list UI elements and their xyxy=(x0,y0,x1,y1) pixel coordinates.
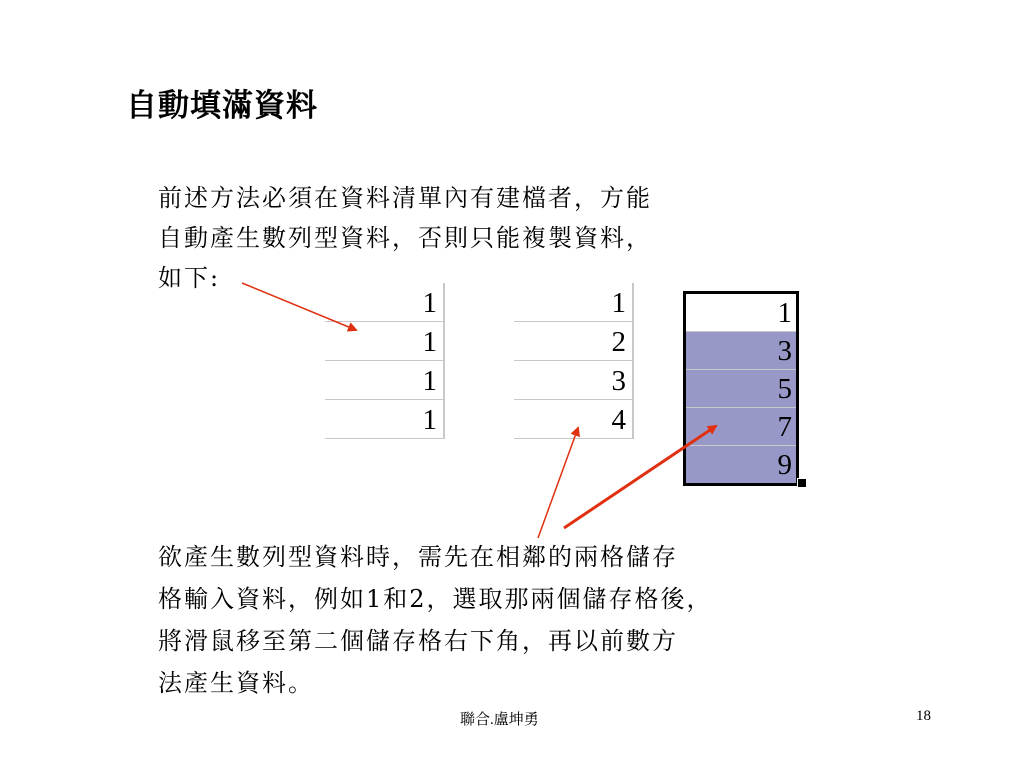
instruction-line-3: 將滑鼠移至第二個儲存格右下角，再以前數方 xyxy=(158,627,678,655)
slide-title: 自動填滿資料 xyxy=(126,88,318,124)
grid-cell: 4 xyxy=(514,400,633,439)
intro-line-2: 自動產生數列型資料，否則只能複製資料， xyxy=(158,224,652,252)
grid-cell: 1 xyxy=(325,361,444,400)
grid-cell: 1 xyxy=(325,322,444,361)
grid-cell: 1 xyxy=(325,283,444,322)
intro-line-3: 如下: xyxy=(158,264,221,292)
intro-line-1: 前述方法必須在資料清單內有建檔者，方能 xyxy=(158,184,652,212)
instruction-paragraph xyxy=(158,536,898,704)
grid-cell: 1 xyxy=(514,283,633,322)
grid-cell: 1 xyxy=(685,293,798,332)
arrow-to-copy-grid xyxy=(242,283,356,330)
instruction-line-1: 欲產生數列型資料時，需先在相鄰的兩格儲存 xyxy=(158,543,678,571)
instruction-line-4: 法產生資料。 xyxy=(158,669,314,697)
grid-cell: 2 xyxy=(514,322,633,361)
grid-cell-selected: 5 xyxy=(685,370,798,408)
arrow-to-selected-grid xyxy=(564,426,716,528)
grid-cell-selected: 7 xyxy=(685,408,798,446)
grid-cell: 3 xyxy=(514,361,633,400)
instruction-line-2: 格輸入資料，例如1和2，選取那兩個儲存格後， xyxy=(158,585,713,613)
page-number: 18 xyxy=(916,708,931,724)
grid-cell-selected: 3 xyxy=(685,332,798,370)
grid-cell-selected: 9 xyxy=(685,446,798,485)
grid-cell: 1 xyxy=(325,400,444,439)
footer-author: 聯合.盧坤勇 xyxy=(460,712,539,728)
